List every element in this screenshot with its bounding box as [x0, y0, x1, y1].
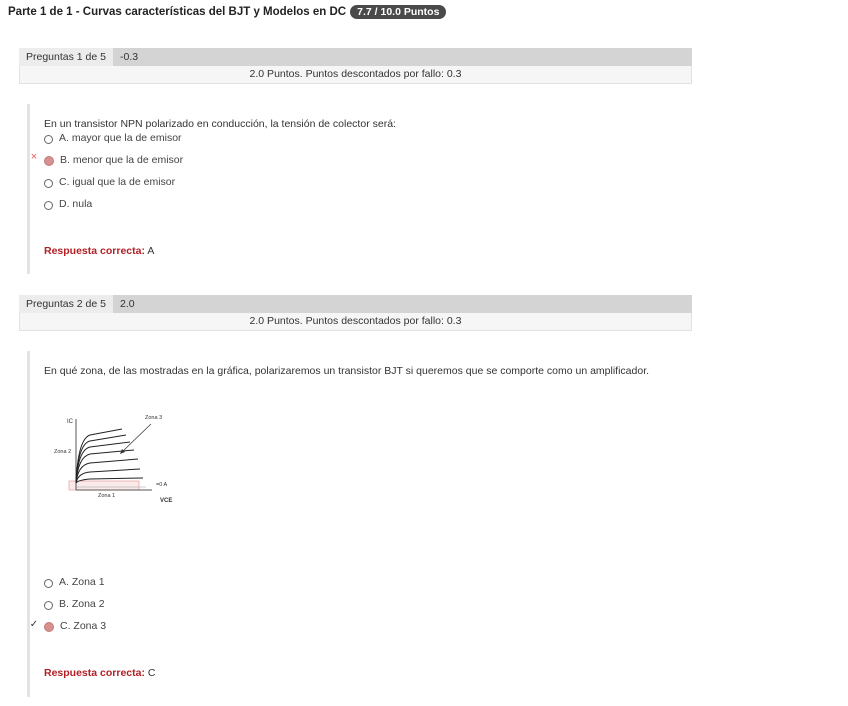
bjt-characteristic-curves-image — [50, 411, 175, 507]
score-badge: 7.7 / 10.0 Puntos — [350, 5, 446, 19]
question-2-label: Preguntas 2 de 5 — [19, 295, 113, 313]
incorrect-icon: × — [30, 151, 38, 163]
ib-zero-label: =0 A — [156, 482, 168, 488]
question-2-choice-b[interactable]: B. Zona 2 — [44, 596, 105, 612]
page-title: Parte 1 de 1 - Curvas características del BJT y Modelos en DC — [8, 6, 347, 18]
question-1-choice-c[interactable]: C. igual que la de emisor — [44, 174, 175, 190]
question-1-correct-answer: Respuesta correcta: A — [44, 245, 155, 257]
radio-button[interactable] — [44, 601, 53, 610]
question-1-header — [19, 48, 692, 84]
radio-button[interactable] — [44, 179, 53, 188]
question-2-body — [27, 351, 690, 697]
question-2-header — [19, 295, 692, 331]
question-2-correct-answer: Respuesta correcta: C — [44, 667, 156, 679]
question-2-choice-c[interactable]: C. Zona 3 — [44, 618, 106, 634]
question-2-choice-a[interactable]: A. Zona 1 — [44, 574, 105, 590]
zone-1-label: Zona 1 — [98, 493, 116, 499]
question-2-points-info: 2.0 Puntos. Puntos descontados por fallo: 0.3 — [19, 313, 692, 331]
zone-2-label: Zona 2 — [54, 449, 72, 455]
question-1-points-info: 2.0 Puntos. Puntos descontados por fallo: 0.3 — [19, 66, 692, 84]
question-1-choice-b[interactable]: B. menor que la de emisor — [44, 152, 183, 168]
page-header — [8, 5, 446, 19]
radio-button-selected[interactable] — [44, 622, 54, 632]
radio-button[interactable] — [44, 135, 53, 144]
zone-3-label: Zona 3 — [145, 415, 163, 421]
question-1-label: Preguntas 1 de 5 — [19, 48, 113, 66]
radio-button-selected[interactable] — [44, 156, 54, 166]
question-2-text: En qué zona, de las mostradas en la gráfica, polarizaremos un transistor BJT si queremos que se comporte como un amplificador. — [44, 365, 650, 377]
radio-button[interactable] — [44, 201, 53, 210]
radio-button[interactable] — [44, 579, 53, 588]
question-1-choice-d[interactable]: D. nula — [44, 196, 92, 212]
correct-check-icon: ✓ — [29, 619, 39, 630]
question-1-score: -0.3 — [119, 51, 139, 63]
question-1-choice-a[interactable]: A. mayor que la de emisor — [44, 130, 182, 146]
ic-axis-label: IC — [67, 419, 73, 425]
question-1-text: En un transistor NPN polarizado en conducción, la tensión de colector será: — [44, 118, 396, 130]
question-1-body — [27, 104, 690, 274]
question-2-score: 2.0 — [119, 298, 135, 310]
vce-axis-label: VCE — [160, 498, 173, 504]
